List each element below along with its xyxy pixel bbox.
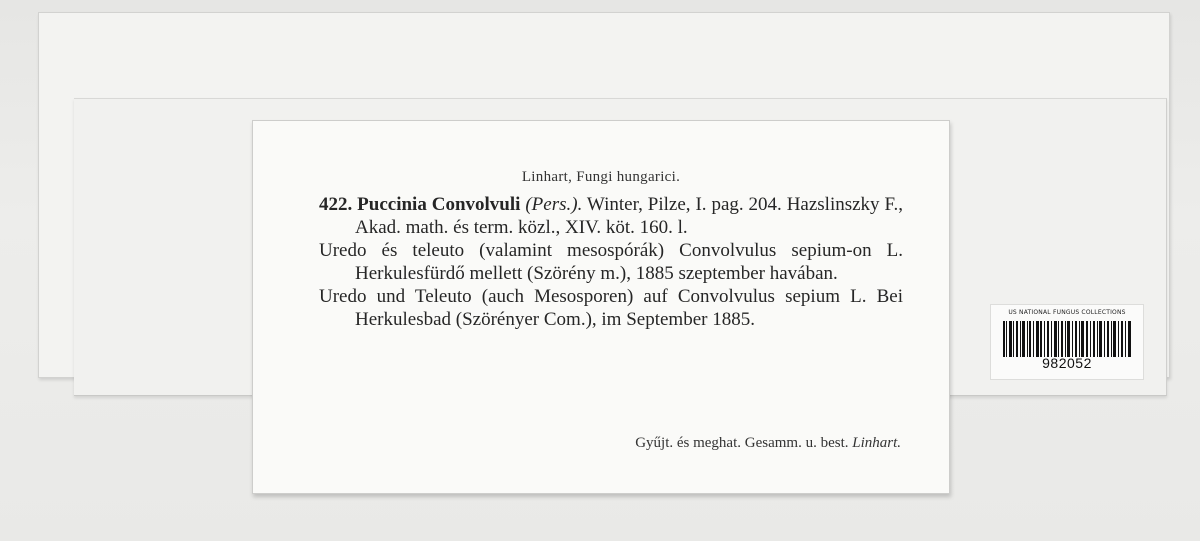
herbarium-label	[252, 120, 950, 494]
collector-prefix: Gyűjt. és meghat. Gesamm. u. best.	[635, 435, 849, 451]
hungarian-locality-note: Uredo és teleuto (valamint mesospórák) Convolvulus sepium-on L. Herkulesfürdő mellett (Szörény m.), 1885 szeptember havában.	[319, 240, 903, 284]
barcode-bars	[1003, 321, 1131, 357]
collector-name: Linhart.	[852, 435, 901, 451]
collector-line	[635, 435, 901, 452]
barcode-number: 982052	[1042, 355, 1092, 371]
german-locality-note: Uredo und Teleuto (auch Mesosporen) auf Convolvulus sepium L. Bei Herkulesbad (Szörényer Com.), im September 1885.	[319, 286, 903, 330]
species-name: Puccinia Convolvuli	[357, 194, 521, 215]
entry-number: 422.	[319, 194, 353, 215]
literature-citation: Winter, Pilze, I. pag. 204. Hazslinszky F., Akad. math. és term. közl., XIV. köt. 160. l.	[355, 194, 904, 238]
taxon-citation	[319, 193, 903, 239]
barcode-bar-group	[1003, 321, 1131, 357]
barcode-label	[990, 304, 1144, 380]
barcode-caption: US NATIONAL FUNGUS COLLECTIONS	[1008, 309, 1126, 316]
species-author: (Pers.).	[525, 194, 583, 215]
label-entry	[319, 193, 903, 331]
series-title: Linhart, Fungi hungarici.	[521, 169, 681, 185]
